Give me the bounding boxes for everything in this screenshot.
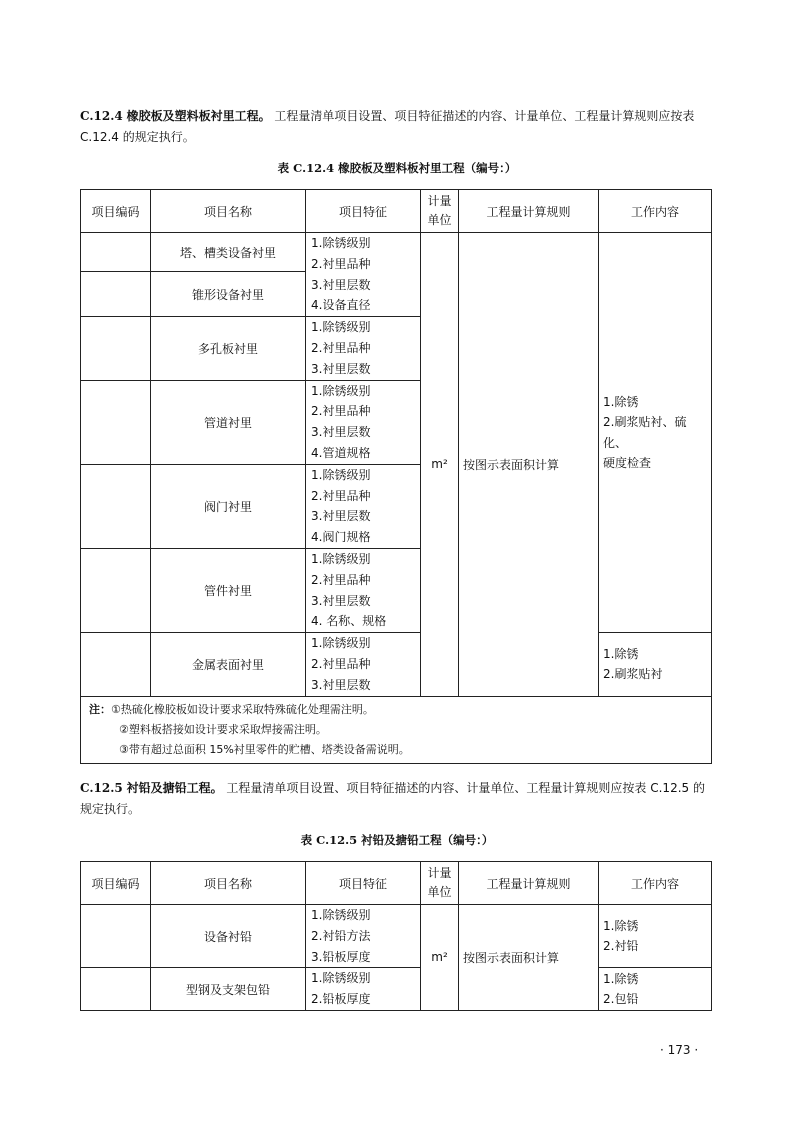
note-1: ①热硫化橡胶板如设计要求采取特殊硫化处理需注明。 — [111, 702, 374, 716]
header-work: 工作内容 — [599, 862, 712, 905]
header-feature: 项目特征 — [306, 190, 421, 233]
table-caption: 表 C.12.5 衬铅及搪铅工程（编号：） — [300, 833, 494, 847]
item-features: 1.除锈级别 2.衬里品种 3.衬里层数 4.阀门规格 — [306, 464, 421, 548]
header-rule: 工程量计算规则 — [459, 862, 599, 905]
section-intro-c12-5 — [80, 778, 714, 820]
table-notes — [81, 696, 712, 763]
item-code-cell — [81, 272, 151, 317]
table-row — [81, 968, 712, 1011]
unit-cell: m² — [421, 905, 459, 1011]
section-title: 衬铅及搪铅工程。 — [126, 781, 223, 795]
section-text: 工程量清单项目设置、项目特征描述的内容、计量单位、工程量计算规则应按表 — [274, 109, 695, 123]
header-feature: 项目特征 — [306, 862, 421, 905]
table-row — [81, 905, 712, 968]
header-name: 项目名称 — [151, 862, 306, 905]
spec-table-c12-5 — [80, 861, 712, 1011]
note-3: ③带有超过总面积 15%衬里零件的贮槽、塔类设备需说明。 — [119, 742, 410, 756]
section-intro-c12-4 — [80, 106, 714, 148]
rule-cell: 按图示表面积计算 — [459, 233, 599, 697]
table-row — [81, 233, 712, 272]
item-code-cell — [81, 968, 151, 1011]
item-code-cell — [81, 380, 151, 464]
unit-cell: m² — [421, 233, 459, 697]
item-features: 1.除锈级别 2.衬里品种 3.衬里层数 4.设备直径 — [306, 233, 421, 317]
header-work: 工作内容 — [599, 190, 712, 233]
item-code-cell — [81, 464, 151, 548]
item-name: 管件衬里 — [151, 548, 306, 632]
item-features: 1.除锈级别 2.衬里品种 3.衬里层数 — [306, 317, 421, 380]
header-code: 项目编码 — [81, 190, 151, 233]
section-title: 橡胶板及塑料板衬里工程。 — [126, 109, 271, 123]
notes-label: 注： — [89, 702, 111, 716]
item-features: 1.除锈级别 2.衬铅方法 3.铅板厚度 — [306, 905, 421, 968]
item-features: 1.除锈级别 2.铅板厚度 — [306, 968, 421, 1011]
item-features: 1.除锈级别 2.衬里品种 3.衬里层数 — [306, 633, 421, 696]
page-number: · 173 · — [660, 1043, 699, 1057]
table-row — [81, 633, 712, 696]
item-code-cell — [81, 233, 151, 272]
item-name: 塔、槽类设备衬里 — [151, 233, 306, 272]
work-content-cell: 1.除锈 2.刷浆贴衬、硫化、 硬度检查 — [599, 233, 712, 633]
item-features: 1.除锈级别 2.衬里品种 3.衬里层数 4. 名称、规格 — [306, 548, 421, 632]
item-code-cell — [81, 905, 151, 968]
work-content-cell: 1.除锈 2.包铅 — [599, 968, 712, 1011]
item-name: 多孔板衬里 — [151, 317, 306, 380]
section-text: 规定执行。 — [80, 802, 141, 816]
item-code-cell — [81, 633, 151, 696]
header-unit: 计量 单位 — [421, 190, 459, 233]
item-name: 型钢及支架包铅 — [151, 968, 306, 1011]
item-name: 金属表面衬里 — [151, 633, 306, 696]
note-2: ②塑料板搭接如设计要求采取焊接需注明。 — [119, 722, 327, 736]
table-header-row — [81, 190, 712, 233]
table-notes-row — [81, 696, 712, 763]
item-code-cell — [81, 317, 151, 380]
section-heading: C.12.5 — [80, 781, 123, 795]
section-text: C.12.4 的规定执行。 — [80, 130, 195, 144]
header-code: 项目编码 — [81, 862, 151, 905]
item-name: 管道衬里 — [151, 380, 306, 464]
spec-table-c12-4 — [80, 189, 712, 764]
rule-cell: 按图示表面积计算 — [459, 905, 599, 1011]
table-caption: 表 C.12.4 橡胶板及塑料板衬里工程（编号：） — [277, 161, 517, 175]
header-name: 项目名称 — [151, 190, 306, 233]
item-name: 设备衬铅 — [151, 905, 306, 968]
section-text: 工程量清单项目设置、项目特征描述的内容、计量单位、工程量计算规则应按表 C.12.5 的 — [226, 781, 705, 795]
item-name: 锥形设备衬里 — [151, 272, 306, 317]
work-content-cell: 1.除锈 2.刷浆贴衬 — [599, 633, 712, 696]
item-features: 1.除锈级别 2.衬里品种 3.衬里层数 4.管道规格 — [306, 380, 421, 464]
work-content-cell: 1.除锈 2.衬铅 — [599, 905, 712, 968]
header-unit: 计量 单位 — [421, 862, 459, 905]
header-rule: 工程量计算规则 — [459, 190, 599, 233]
item-code-cell — [81, 548, 151, 632]
section-heading: C.12.4 — [80, 109, 123, 123]
table-header-row — [81, 862, 712, 905]
item-name: 阀门衬里 — [151, 464, 306, 548]
